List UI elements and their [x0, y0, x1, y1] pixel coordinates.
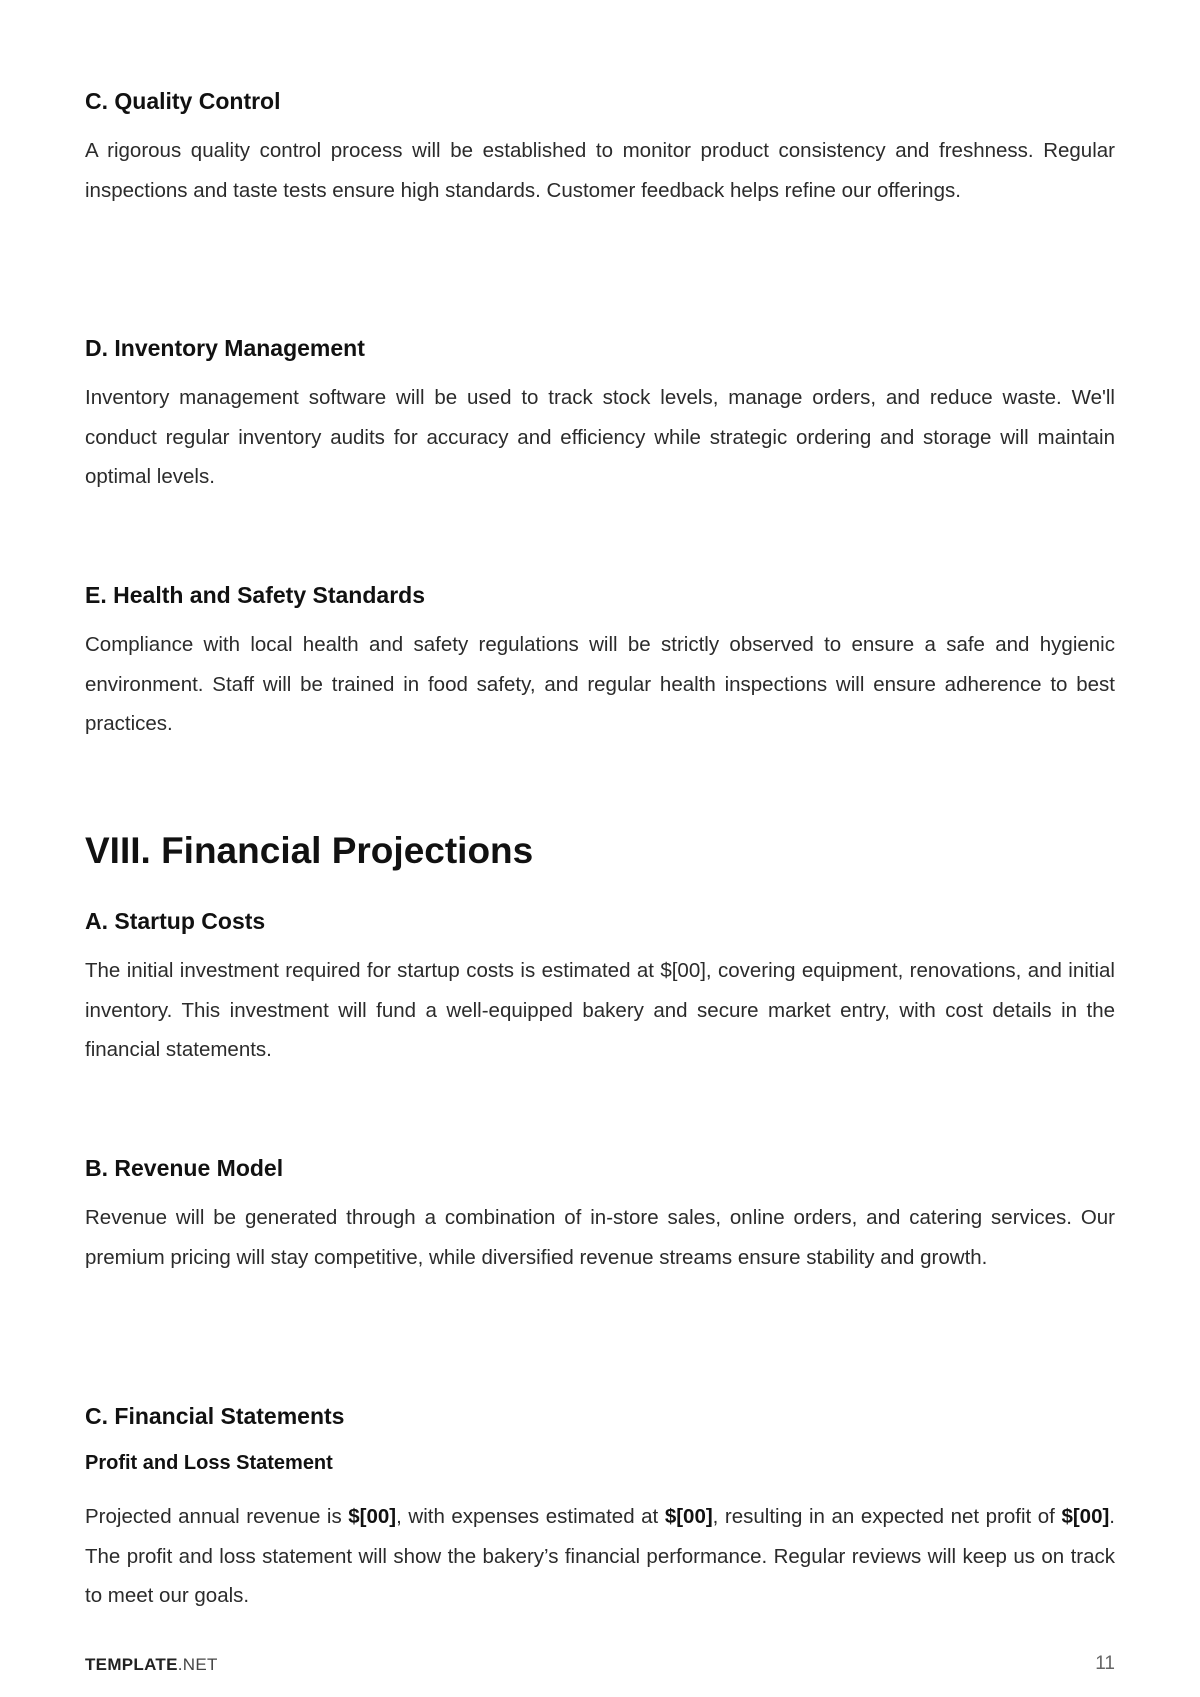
health-safety-heading: E. Health and Safety Standards — [85, 582, 425, 608]
quality-control-heading: C. Quality Control — [85, 88, 281, 114]
revenue-model-heading: B. Revenue Model — [85, 1155, 284, 1181]
projected-revenue-value: $[00] — [348, 1505, 397, 1528]
quality-control-paragraph: A rigorous quality control process will be established to monitor product consistency and freshness. Regular inspections and taste tests ensure high standards. Customer feedback helps refine our offerings. — [85, 139, 1115, 202]
profit-loss-text-3: , resulting in an expected net profit of — [712, 1505, 1062, 1528]
profit-loss-text-1: Projected annual revenue is — [85, 1505, 349, 1528]
brand-name: TEMPLATE — [85, 1655, 178, 1674]
profit-loss-text-2: , with expenses estimated at — [396, 1505, 665, 1528]
financial-statements-heading: C. Financial Statements — [85, 1403, 345, 1429]
brand-suffix: .NET — [177, 1655, 218, 1674]
profit-loss-paragraph — [85, 1497, 1115, 1616]
inventory-management-heading: D. Inventory Management — [85, 335, 365, 361]
inventory-management-paragraph: Inventory management software will be used to track stock levels, manage orders, and reduce waste. We'll conduct regular inventory audits for accuracy and efficiency while strategic ordering and storage will maintain optimal levels. — [85, 386, 1115, 488]
health-safety-paragraph: Compliance with local health and safety regulations will be strictly observed to ensure a safe and hygienic environment. Staff will be trained in food safety, and regular health inspections will ensure adherence to best practices. — [85, 633, 1115, 735]
profit-loss-subheading: Profit and Loss Statement — [85, 1452, 333, 1474]
footer-brand-logo — [85, 1655, 218, 1675]
net-profit-value: $[00] — [1061, 1505, 1110, 1528]
expenses-value: $[00] — [664, 1505, 713, 1528]
profit-loss-text-4: . The profit and loss statement will show the bakery’s financial performance. Regular reviews will keep us on track to meet our goals. — [85, 1505, 1115, 1607]
revenue-model-paragraph: Revenue will be generated through a combination of in-store sales, online orders, and catering services. Our premium pricing will stay competitive, while diversified revenue streams ensure stability and growth. — [85, 1206, 1115, 1269]
startup-costs-paragraph: The initial investment required for startup costs is estimated at $[00], covering equipment, renovations, and initial inventory. This investment will fund a well-equipped bakery and secure market entry, with cost details in the financial statements. — [85, 959, 1115, 1061]
startup-costs-heading: A. Startup Costs — [85, 908, 266, 934]
page-number: 11 — [1095, 1653, 1115, 1674]
financial-projections-heading: VIII. Financial Projections — [85, 830, 534, 871]
